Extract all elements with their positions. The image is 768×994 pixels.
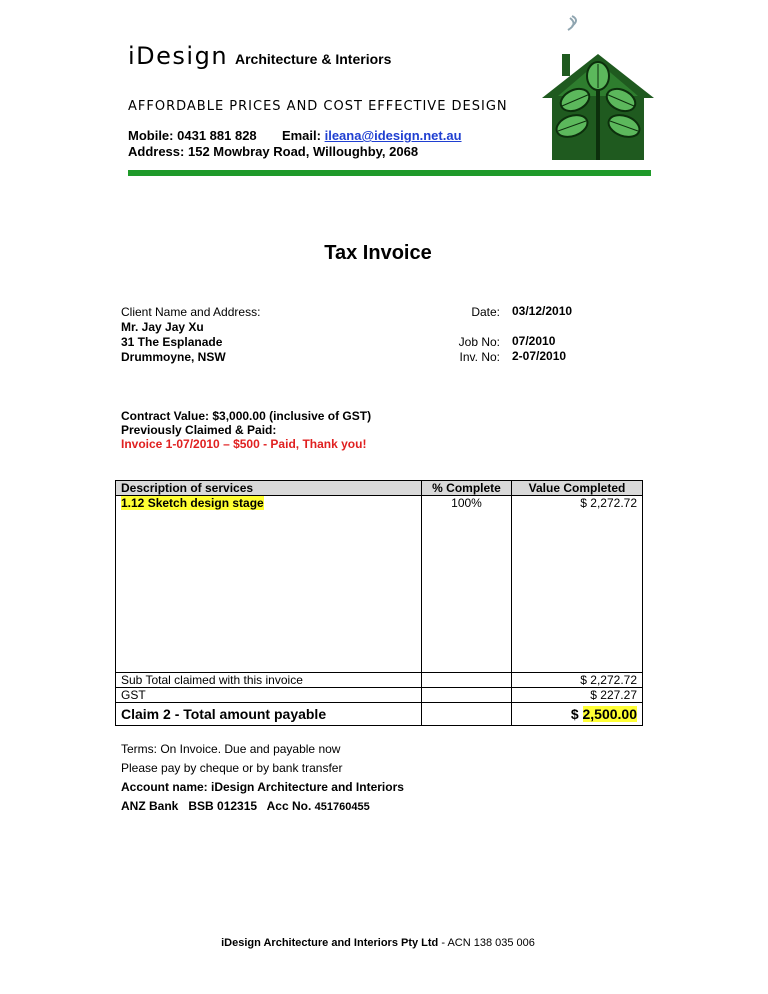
client-block bbox=[121, 305, 260, 365]
account-number-label: Acc No. bbox=[266, 799, 312, 813]
account-number: 451760455 bbox=[314, 801, 370, 813]
header-percent: % Complete bbox=[422, 481, 512, 496]
total-amount bbox=[512, 703, 643, 726]
subtotal-value: $ 2,272.72 bbox=[512, 673, 643, 688]
address-value: 152 Mowbray Road, Willoughby, 2068 bbox=[187, 144, 419, 159]
paid-note: Invoice 1-07/2010 – $500 - Paid, Thank you! bbox=[121, 437, 367, 451]
previously-claimed: Previously Claimed & Paid: bbox=[121, 423, 277, 437]
client-label: Client Name and Address: bbox=[121, 305, 261, 319]
header-value: Value Completed bbox=[512, 481, 643, 496]
page-title: Tax Invoice bbox=[324, 242, 432, 264]
total-currency: $ bbox=[570, 706, 579, 722]
gst-value: $ 227.27 bbox=[512, 688, 643, 703]
tagline: AFFORDABLE PRICES AND COST EFFECTIVE DESIGN bbox=[128, 99, 508, 114]
invoice-number-label: Inv. No: bbox=[459, 350, 500, 364]
mobile-label: Mobile: bbox=[128, 128, 174, 143]
invoice-number-value: 2-07/2010 bbox=[512, 349, 567, 363]
total-row bbox=[116, 703, 643, 726]
table-header-row bbox=[116, 481, 643, 496]
terms-line: Terms: On Invoice. Due and payable now bbox=[121, 742, 341, 756]
contact-block bbox=[128, 128, 462, 160]
payment-terms bbox=[121, 740, 404, 817]
row-description-text: 1.12 Sketch design stage bbox=[121, 496, 264, 510]
table-row bbox=[116, 496, 643, 511]
header-divider bbox=[128, 170, 651, 176]
gst-row bbox=[116, 688, 643, 703]
table-empty-space bbox=[116, 510, 643, 673]
bank-details bbox=[121, 797, 404, 817]
row-description bbox=[116, 496, 422, 511]
bank-name: ANZ Bank bbox=[121, 799, 179, 813]
total-value: 2,500.00 bbox=[582, 706, 637, 722]
client-street: 31 The Esplanade bbox=[121, 335, 223, 349]
total-label: Claim 2 - Total amount payable bbox=[116, 703, 422, 726]
contact-line bbox=[128, 128, 462, 144]
job-value: 07/2010 bbox=[512, 334, 556, 348]
job-label: Job No: bbox=[458, 335, 500, 349]
contract-block bbox=[121, 409, 371, 451]
footer bbox=[0, 937, 756, 949]
client-name: Mr. Jay Jay Xu bbox=[121, 320, 204, 334]
row-percent: 100% bbox=[422, 496, 512, 511]
subtotal-row bbox=[116, 673, 643, 688]
subtotal-label: Sub Total claimed with this invoice bbox=[116, 673, 422, 688]
payment-method-line: Please pay by cheque or by bank transfer bbox=[121, 761, 343, 775]
brand-subtitle: Architecture & Interiors bbox=[235, 51, 392, 67]
bsb: BSB 012315 bbox=[188, 799, 258, 813]
date-label: Date: bbox=[471, 305, 500, 319]
footer-company: iDesign Architecture and Interiors Pty Ltd bbox=[221, 937, 439, 949]
row-value: $ 2,272.72 bbox=[512, 496, 643, 511]
email-link[interactable]: ileana@idesign.net.au bbox=[324, 128, 462, 143]
header-description: Description of services bbox=[116, 481, 422, 496]
email-label: Email: bbox=[281, 128, 321, 143]
client-suburb: Drummoyne, NSW bbox=[121, 350, 226, 364]
contract-value: Contract Value: $3,000.00 (inclusive of GST) bbox=[121, 409, 372, 423]
house-with-tree-logo bbox=[538, 14, 658, 162]
services-table bbox=[115, 480, 643, 726]
address-line bbox=[128, 144, 462, 160]
date-value: 03/12/2010 bbox=[512, 304, 573, 318]
address-label: Address: bbox=[128, 144, 185, 159]
gst-label: GST bbox=[116, 688, 422, 703]
brand-name: iDesign bbox=[128, 42, 229, 70]
footer-acn: - ACN 138 035 006 bbox=[438, 937, 535, 949]
mobile-number: 0431 881 828 bbox=[177, 128, 257, 143]
account-name: Account name: iDesign Architecture and Interiors bbox=[121, 780, 404, 794]
